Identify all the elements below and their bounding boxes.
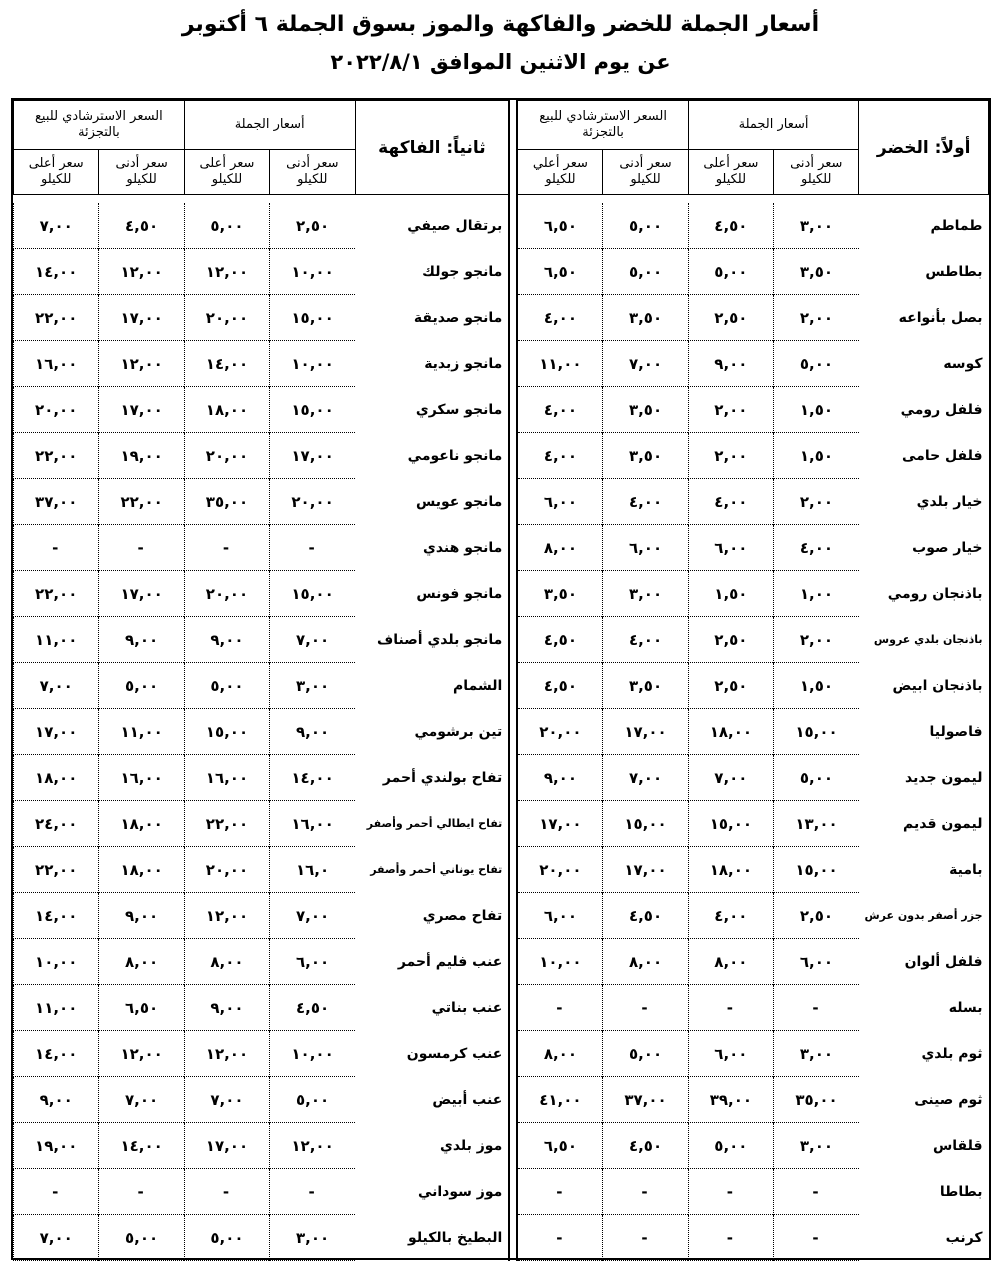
table-divider: [509, 1077, 517, 1123]
veg-price-w-max: -: [688, 1169, 773, 1215]
veg-price-r-max: ١١,٠٠: [517, 341, 602, 387]
veg-price-r-max: ٦,٠٠: [517, 479, 602, 525]
veg-retail-max-header: سعر أعلي للكيلو: [517, 150, 602, 195]
fruit-price-r-max: ١٤,٠٠: [14, 249, 99, 295]
fruit-price-r-max: ٢٢,٠٠: [14, 847, 99, 893]
fruit-price-w-min: ١٦,٠: [270, 847, 355, 893]
veg-price-w-max: -: [688, 1215, 773, 1261]
table-row: [14, 709, 989, 755]
veg-price-w-min: -: [774, 1215, 859, 1261]
fruit-price-w-max: -: [184, 1169, 269, 1215]
fruit-name: مانجو فونس: [416, 585, 503, 602]
veg-price-r-min: ٣,٥٠: [603, 387, 688, 433]
fruit-price-w-max: ٥,٠٠: [184, 1215, 269, 1261]
veg-name: ثوم بلدي: [921, 1045, 983, 1062]
fruit-price-r-min: ٥,٠٠: [99, 663, 184, 709]
table-row: [14, 801, 989, 847]
table-row: [14, 479, 989, 525]
veg-price-r-min: ٧,٠٠: [603, 341, 688, 387]
fruit-price-r-max: -: [14, 525, 99, 571]
veg-price-w-max: ٣٩,٠٠: [688, 1077, 773, 1123]
fruit-name: عنب فليم أحمر: [397, 953, 503, 970]
veg-price-r-min: -: [603, 1215, 688, 1261]
fruit-price-r-max: ٩,٠٠: [14, 1077, 99, 1123]
fruit-price-w-max: ٥,٠٠: [184, 203, 269, 249]
price-table-body: [14, 203, 989, 1261]
veg-price-r-min: ٤,٥٠: [603, 893, 688, 939]
veg-price-w-max: ٦,٠٠: [688, 525, 773, 571]
fruit-price-r-min: ٨,٠٠: [99, 939, 184, 985]
veg-price-w-max: ٦,٠٠: [688, 1031, 773, 1077]
document-title: أسعار الجملة للخضر والفاكهة والموز بسوق الجملة ٦ أكتوبر: [181, 12, 820, 37]
fruit-price-w-min: ١٥,٠٠: [270, 571, 355, 617]
veg-price-r-max: ٢٠,٠٠: [517, 709, 602, 755]
fruit-name: تفاح يوناني أحمر وأصفر: [370, 863, 503, 876]
veg-price-w-min: ٥,٠٠: [774, 341, 859, 387]
veg-price-w-max: ٢,٠٠: [688, 433, 773, 479]
fruit-price-r-min: ١١,٠٠: [99, 709, 184, 755]
fruit-name: تفاح بولندي أحمر: [382, 769, 503, 786]
veg-name: فاصوليا: [929, 723, 983, 740]
table-divider: [509, 801, 517, 847]
veg-price-r-min: ١٧,٠٠: [603, 847, 688, 893]
fruit-name: موز سوداني: [417, 1183, 503, 1200]
table-divider: [509, 939, 517, 985]
fruit-price-r-max: ٧,٠٠: [14, 1215, 99, 1261]
fruit-wholesale-header: أسعار الجملة: [184, 101, 355, 150]
fruit-price-w-min: ٩,٠٠: [270, 709, 355, 755]
veg-price-r-min: ٨,٠٠: [603, 939, 688, 985]
fruit-price-r-min: ٤,٥٠: [99, 203, 184, 249]
veg-price-w-min: -: [774, 1169, 859, 1215]
veg-price-w-max: ٩,٠٠: [688, 341, 773, 387]
veg-price-r-max: -: [517, 1169, 602, 1215]
veg-name: باذنجان رومي: [887, 585, 983, 602]
table-divider: [509, 479, 517, 525]
fruit-name: مانجو عويس: [415, 493, 503, 510]
fruit-price-r-max: ١٧,٠٠: [14, 709, 99, 755]
fruit-price-r-max: ٧,٠٠: [14, 203, 99, 249]
veg-name: كرنب: [945, 1229, 983, 1246]
fruit-price-r-min: -: [99, 1169, 184, 1215]
table-divider: [509, 525, 517, 571]
veg-name: ليمون جديد: [905, 769, 983, 786]
veg-price-r-max: ٤,٠٠: [517, 387, 602, 433]
fruit-price-r-min: ٩,٠٠: [99, 893, 184, 939]
table-divider: [509, 1123, 517, 1169]
fruit-price-w-max: ١٦,٠٠: [184, 755, 269, 801]
veg-price-w-max: ١,٥٠: [688, 571, 773, 617]
veg-price-r-min: ١٥,٠٠: [603, 801, 688, 847]
veg-price-w-min: ٤,٠٠: [774, 525, 859, 571]
veg-price-w-min: ٣٥,٠٠: [774, 1077, 859, 1123]
fruit-name: مانجو بلدي أصناف: [377, 631, 503, 648]
veg-price-w-max: ٥,٠٠: [688, 249, 773, 295]
veg-price-w-max: ٢,٥٠: [688, 663, 773, 709]
fruit-price-w-max: ٩,٠٠: [184, 617, 269, 663]
veg-price-w-max: -: [688, 985, 773, 1031]
fruit-price-w-min: ٦,٠٠: [270, 939, 355, 985]
veg-wholesale-header: أسعار الجملة: [688, 101, 859, 150]
fruit-price-w-min: ١٢,٠٠: [270, 1123, 355, 1169]
table-divider: [509, 755, 517, 801]
veg-retail-min-header: سعر أدنى للكيلو: [603, 150, 688, 195]
table-row: [14, 1031, 989, 1077]
veg-name: ليمون قديم: [903, 815, 983, 832]
fruit-name: عنب أبيض: [432, 1091, 503, 1108]
fruit-price-w-max: ١٤,٠٠: [184, 341, 269, 387]
fruit-name: مانجو هندي: [423, 539, 503, 556]
veg-price-r-max: ٤,٠٠: [517, 433, 602, 479]
fruit-retail-min-header: سعر أدنى للكيلو: [99, 150, 184, 195]
table-row: [14, 617, 989, 663]
veg-price-r-max: ٩,٠٠: [517, 755, 602, 801]
veg-name: خيار بلدي: [916, 493, 983, 510]
veg-name: طماطم: [930, 217, 983, 234]
fruit-price-w-max: ٨,٠٠: [184, 939, 269, 985]
fruit-price-r-max: ٢٤,٠٠: [14, 801, 99, 847]
table-row: [14, 847, 989, 893]
fruit-price-w-max: ٢٢,٠٠: [184, 801, 269, 847]
table-divider: [509, 1169, 517, 1215]
veg-price-w-min: ٢,٠٠: [774, 479, 859, 525]
table-divider: [509, 295, 517, 341]
fruit-name: موز بلدي: [439, 1137, 503, 1154]
fruit-price-w-max: ١٥,٠٠: [184, 709, 269, 755]
fruit-name: مانجو سكري: [415, 401, 503, 418]
veg-wholesale-min-header: سعر أدنى للكيلو: [774, 150, 859, 195]
fruit-section-header: ثانياً: الفاكهة: [355, 101, 509, 195]
table-divider: [509, 617, 517, 663]
veg-price-w-max: ٨,٠٠: [688, 939, 773, 985]
fruit-price-r-min: ١٢,٠٠: [99, 249, 184, 295]
veg-price-r-min: ٣,٠٠: [603, 571, 688, 617]
veg-price-r-max: ٤١,٠٠: [517, 1077, 602, 1123]
veg-price-r-max: ٤,٥٠: [517, 663, 602, 709]
table-divider: [509, 203, 517, 249]
veg-price-w-min: ١,٥٠: [774, 387, 859, 433]
veg-price-w-max: ١٨,٠٠: [688, 709, 773, 755]
table-row: [14, 249, 989, 295]
fruit-price-w-max: ٥,٠٠: [184, 663, 269, 709]
fruit-price-w-min: ١٥,٠٠: [270, 295, 355, 341]
fruit-price-w-min: ١٠,٠٠: [270, 249, 355, 295]
veg-price-r-max: -: [517, 985, 602, 1031]
veg-price-r-max: -: [517, 1215, 602, 1261]
table-row: [14, 525, 989, 571]
fruit-name: مانجو صديقة: [413, 309, 503, 326]
fruit-price-w-max: ٢٠,٠٠: [184, 571, 269, 617]
veg-price-w-max: ٢,٥٠: [688, 617, 773, 663]
veg-price-r-max: ٦,٥٠: [517, 1123, 602, 1169]
fruit-price-r-max: ١٦,٠٠: [14, 341, 99, 387]
fruit-price-r-max: ١١,٠٠: [14, 617, 99, 663]
fruit-retail-header: السعر الاسترشادي للبيع بالتجزئة: [14, 101, 185, 150]
fruit-name: مانجو جولك: [422, 263, 503, 280]
fruit-name: مانجو زبدية: [424, 355, 503, 372]
veg-price-r-max: ٦,٥٠: [517, 249, 602, 295]
fruit-name: عنب بناتي: [431, 999, 503, 1016]
veg-price-r-max: ٦,٥٠: [517, 203, 602, 249]
veg-price-w-min: ٣,٥٠: [774, 249, 859, 295]
price-table: [13, 100, 989, 1261]
veg-price-w-min: ١,٥٠: [774, 433, 859, 479]
veg-price-w-max: ٢,٠٠: [688, 387, 773, 433]
fruit-price-w-min: ٢٠,٠٠: [270, 479, 355, 525]
table-divider: [509, 663, 517, 709]
veg-price-w-min: ١٥,٠٠: [774, 709, 859, 755]
veg-wholesale-max-header: سعر أعلى للكيلو: [688, 150, 773, 195]
fruit-price-r-min: ٥,٠٠: [99, 1215, 184, 1261]
veg-price-w-min: ١٥,٠٠: [774, 847, 859, 893]
veg-name: فلفل ألوان: [904, 953, 983, 970]
veg-name: بسله: [948, 999, 983, 1016]
fruit-name: عنب كرمسون: [406, 1045, 503, 1062]
veg-price-r-min: ٥,٠٠: [603, 249, 688, 295]
fruit-name: البطيخ بالكيلو: [408, 1229, 503, 1246]
fruit-price-r-max: ١٨,٠٠: [14, 755, 99, 801]
veg-price-w-max: ٥,٠٠: [688, 1123, 773, 1169]
table-row: [14, 433, 989, 479]
fruit-price-w-max: ٣٥,٠٠: [184, 479, 269, 525]
table-row: [14, 295, 989, 341]
veg-price-r-min: ٤,٠٠: [603, 617, 688, 663]
veg-price-r-max: ١٠,٠٠: [517, 939, 602, 985]
fruit-price-r-max: ٢٢,٠٠: [14, 295, 99, 341]
fruit-price-r-max: -: [14, 1169, 99, 1215]
table-row: [14, 985, 989, 1031]
table-divider: [509, 709, 517, 755]
veg-price-w-min: ٦,٠٠: [774, 939, 859, 985]
fruit-price-w-max: ١٨,٠٠: [184, 387, 269, 433]
fruit-price-r-min: ١٤,٠٠: [99, 1123, 184, 1169]
veg-price-w-min: -: [774, 985, 859, 1031]
fruit-price-w-min: ٧,٠٠: [270, 893, 355, 939]
fruit-price-w-max: ٢٠,٠٠: [184, 433, 269, 479]
veg-price-r-min: ٣,٥٠: [603, 295, 688, 341]
fruit-price-r-max: ١٤,٠٠: [14, 893, 99, 939]
fruit-price-r-max: ٧,٠٠: [14, 663, 99, 709]
veg-price-r-min: ٦,٠٠: [603, 525, 688, 571]
fruit-price-r-min: ١٩,٠٠: [99, 433, 184, 479]
fruit-price-w-max: -: [184, 525, 269, 571]
veg-price-w-max: ٤,٠٠: [688, 479, 773, 525]
fruit-price-r-max: ١١,٠٠: [14, 985, 99, 1031]
fruit-price-r-min: ١٧,٠٠: [99, 295, 184, 341]
fruit-name: تفاح مصري: [422, 907, 503, 924]
veg-price-w-max: ٧,٠٠: [688, 755, 773, 801]
veg-name: ثوم صينى: [914, 1091, 983, 1108]
veg-price-r-max: ١٧,٠٠: [517, 801, 602, 847]
price-table-frame: [11, 98, 991, 1260]
table-row: [14, 341, 989, 387]
veg-price-w-min: ١,٥٠: [774, 663, 859, 709]
table-divider: [509, 341, 517, 387]
fruit-price-w-max: ٢٠,٠٠: [184, 847, 269, 893]
veg-price-w-max: ٤,٠٠: [688, 893, 773, 939]
fruit-price-w-min: ٣,٠٠: [270, 663, 355, 709]
table-divider: [509, 893, 517, 939]
table-divider: [509, 433, 517, 479]
table-divider: [509, 847, 517, 893]
fruit-price-w-min: -: [270, 1169, 355, 1215]
fruit-price-w-min: ٤,٥٠: [270, 985, 355, 1031]
fruit-price-r-max: ٢٢,٠٠: [14, 571, 99, 617]
fruit-name: تين برشومي: [414, 723, 503, 740]
fruit-wholesale-min-header: سعر أدنى للكيلو: [270, 150, 355, 195]
fruit-price-w-max: ٢٠,٠٠: [184, 295, 269, 341]
header-row-groups: [14, 101, 989, 150]
fruit-price-r-min: ٦,٥٠: [99, 985, 184, 1031]
table-divider: [509, 249, 517, 295]
fruit-price-w-min: ٢,٥٠: [270, 203, 355, 249]
veg-name: بطاطس: [925, 263, 983, 280]
fruit-price-r-min: ١٨,٠٠: [99, 801, 184, 847]
fruit-price-r-max: ١٠,٠٠: [14, 939, 99, 985]
fruit-price-w-min: ١٠,٠٠: [270, 1031, 355, 1077]
veg-price-w-max: ١٨,٠٠: [688, 847, 773, 893]
veg-price-r-min: ٣٧,٠٠: [603, 1077, 688, 1123]
fruit-price-w-max: ١٢,٠٠: [184, 1031, 269, 1077]
fruit-name: تفاح ايطالي أحمر وأصفر: [366, 817, 503, 830]
veg-name: كوسه: [943, 355, 983, 372]
table-row: [14, 939, 989, 985]
veg-price-r-max: ٤,٠٠: [517, 295, 602, 341]
table-row: [14, 203, 989, 249]
fruit-retail-max-header: سعر أعلى للكيلو: [14, 150, 99, 195]
veg-price-w-min: ٢,٠٠: [774, 295, 859, 341]
table-row: [14, 571, 989, 617]
veg-name: خيار صوب: [912, 539, 983, 556]
fruit-price-w-min: ١٦,٠٠: [270, 801, 355, 847]
table-divider: [509, 101, 517, 195]
veg-section-header: أولاً: الخضر: [859, 101, 989, 195]
fruit-price-r-max: ٣٧,٠٠: [14, 479, 99, 525]
table-row: [14, 1215, 989, 1261]
table-row: [14, 893, 989, 939]
fruit-price-r-max: ٢٠,٠٠: [14, 387, 99, 433]
veg-price-w-max: ١٥,٠٠: [688, 801, 773, 847]
veg-price-w-min: ٢,٠٠: [774, 617, 859, 663]
fruit-wholesale-max-header: سعر أعلى للكيلو: [184, 150, 269, 195]
table-row: [14, 1077, 989, 1123]
fruit-price-w-min: ٧,٠٠: [270, 617, 355, 663]
header-gap: [14, 195, 989, 204]
veg-price-w-max: ٢,٥٠: [688, 295, 773, 341]
veg-price-r-min: ٤,٠٠: [603, 479, 688, 525]
table-row: [14, 755, 989, 801]
fruit-price-r-max: ١٩,٠٠: [14, 1123, 99, 1169]
veg-name: باذنجان ابيض: [892, 677, 983, 694]
fruit-price-w-min: -: [270, 525, 355, 571]
fruit-name: مانجو ناعومي: [407, 447, 503, 464]
table-row: [14, 1123, 989, 1169]
table-divider: [509, 985, 517, 1031]
veg-price-w-min: ١,٠٠: [774, 571, 859, 617]
fruit-price-w-min: ١٤,٠٠: [270, 755, 355, 801]
fruit-price-r-min: ١٢,٠٠: [99, 1031, 184, 1077]
veg-price-r-min: ٤,٥٠: [603, 1123, 688, 1169]
veg-price-w-min: ١٣,٠٠: [774, 801, 859, 847]
fruit-price-r-min: ١٧,٠٠: [99, 571, 184, 617]
fruit-price-r-min: ١٢,٠٠: [99, 341, 184, 387]
veg-name: قلقاس: [932, 1137, 983, 1154]
veg-price-r-min: ١٧,٠٠: [603, 709, 688, 755]
veg-price-r-max: ٨,٠٠: [517, 1031, 602, 1077]
fruit-price-w-min: ١٧,٠٠: [270, 433, 355, 479]
table-row: [14, 1169, 989, 1215]
fruit-price-w-min: ١٥,٠٠: [270, 387, 355, 433]
veg-name: فلفل رومي: [900, 401, 983, 418]
veg-price-r-min: ٧,٠٠: [603, 755, 688, 801]
veg-price-r-max: ٣,٥٠: [517, 571, 602, 617]
fruit-price-w-max: ١٧,٠٠: [184, 1123, 269, 1169]
fruit-price-w-max: ١٢,٠٠: [184, 893, 269, 939]
fruit-price-r-max: ١٤,٠٠: [14, 1031, 99, 1077]
fruit-price-r-min: ١٨,٠٠: [99, 847, 184, 893]
veg-price-r-max: ٦,٠٠: [517, 893, 602, 939]
table-divider: [509, 1215, 517, 1261]
table-row: [14, 387, 989, 433]
fruit-price-r-max: ٢٢,٠٠: [14, 433, 99, 479]
fruit-price-w-max: ١٢,٠٠: [184, 249, 269, 295]
veg-price-r-min: -: [603, 1169, 688, 1215]
veg-name: باذنجان بلدي عروس: [873, 633, 983, 646]
veg-price-w-min: ٣,٠٠: [774, 1123, 859, 1169]
veg-name: بامية: [949, 861, 983, 878]
fruit-price-r-min: -: [99, 525, 184, 571]
fruit-price-w-min: ٥,٠٠: [270, 1077, 355, 1123]
veg-name: جزر أصفر بدون عرش: [864, 909, 983, 922]
veg-price-r-min: -: [603, 985, 688, 1031]
veg-price-w-min: ٣,٠٠: [774, 203, 859, 249]
fruit-price-r-min: ٢٢,٠٠: [99, 479, 184, 525]
veg-name: بصل بأنواعه: [898, 309, 983, 326]
veg-price-r-min: ٥,٠٠: [603, 1031, 688, 1077]
fruit-price-r-min: ١٦,٠٠: [99, 755, 184, 801]
table-divider: [509, 571, 517, 617]
document-date-line: عن يوم الاثنين الموافق ٢٠٢٢/٨/١: [330, 50, 671, 74]
fruit-price-r-min: ١٧,٠٠: [99, 387, 184, 433]
fruit-price-r-min: ٩,٠٠: [99, 617, 184, 663]
veg-price-w-min: ٣,٠٠: [774, 1031, 859, 1077]
veg-price-r-min: ٣,٥٠: [603, 433, 688, 479]
fruit-price-w-max: ٧,٠٠: [184, 1077, 269, 1123]
veg-price-r-min: ٣,٥٠: [603, 663, 688, 709]
veg-price-r-max: ٢٠,٠٠: [517, 847, 602, 893]
fruit-price-r-min: ٧,٠٠: [99, 1077, 184, 1123]
fruit-name: برتقال صيفي: [407, 217, 503, 234]
veg-price-w-min: ٢,٥٠: [774, 893, 859, 939]
fruit-price-w-min: ٣,٠٠: [270, 1215, 355, 1261]
fruit-price-w-max: ٩,٠٠: [184, 985, 269, 1031]
fruit-price-w-min: ١٠,٠٠: [270, 341, 355, 387]
veg-price-r-max: ٤,٥٠: [517, 617, 602, 663]
veg-price-w-max: ٤,٥٠: [688, 203, 773, 249]
veg-name: فلفل حامى: [901, 447, 983, 464]
table-row: [14, 663, 989, 709]
veg-price-r-max: ٨,٠٠: [517, 525, 602, 571]
fruit-name: الشمام: [453, 677, 503, 694]
veg-price-w-min: ٥,٠٠: [774, 755, 859, 801]
table-divider: [509, 387, 517, 433]
table-divider: [509, 1031, 517, 1077]
veg-name: بطاطا: [939, 1183, 983, 1200]
veg-retail-header: السعر الاسترشادي للبيع بالتجزئة: [517, 101, 688, 150]
veg-price-r-min: ٥,٠٠: [603, 203, 688, 249]
